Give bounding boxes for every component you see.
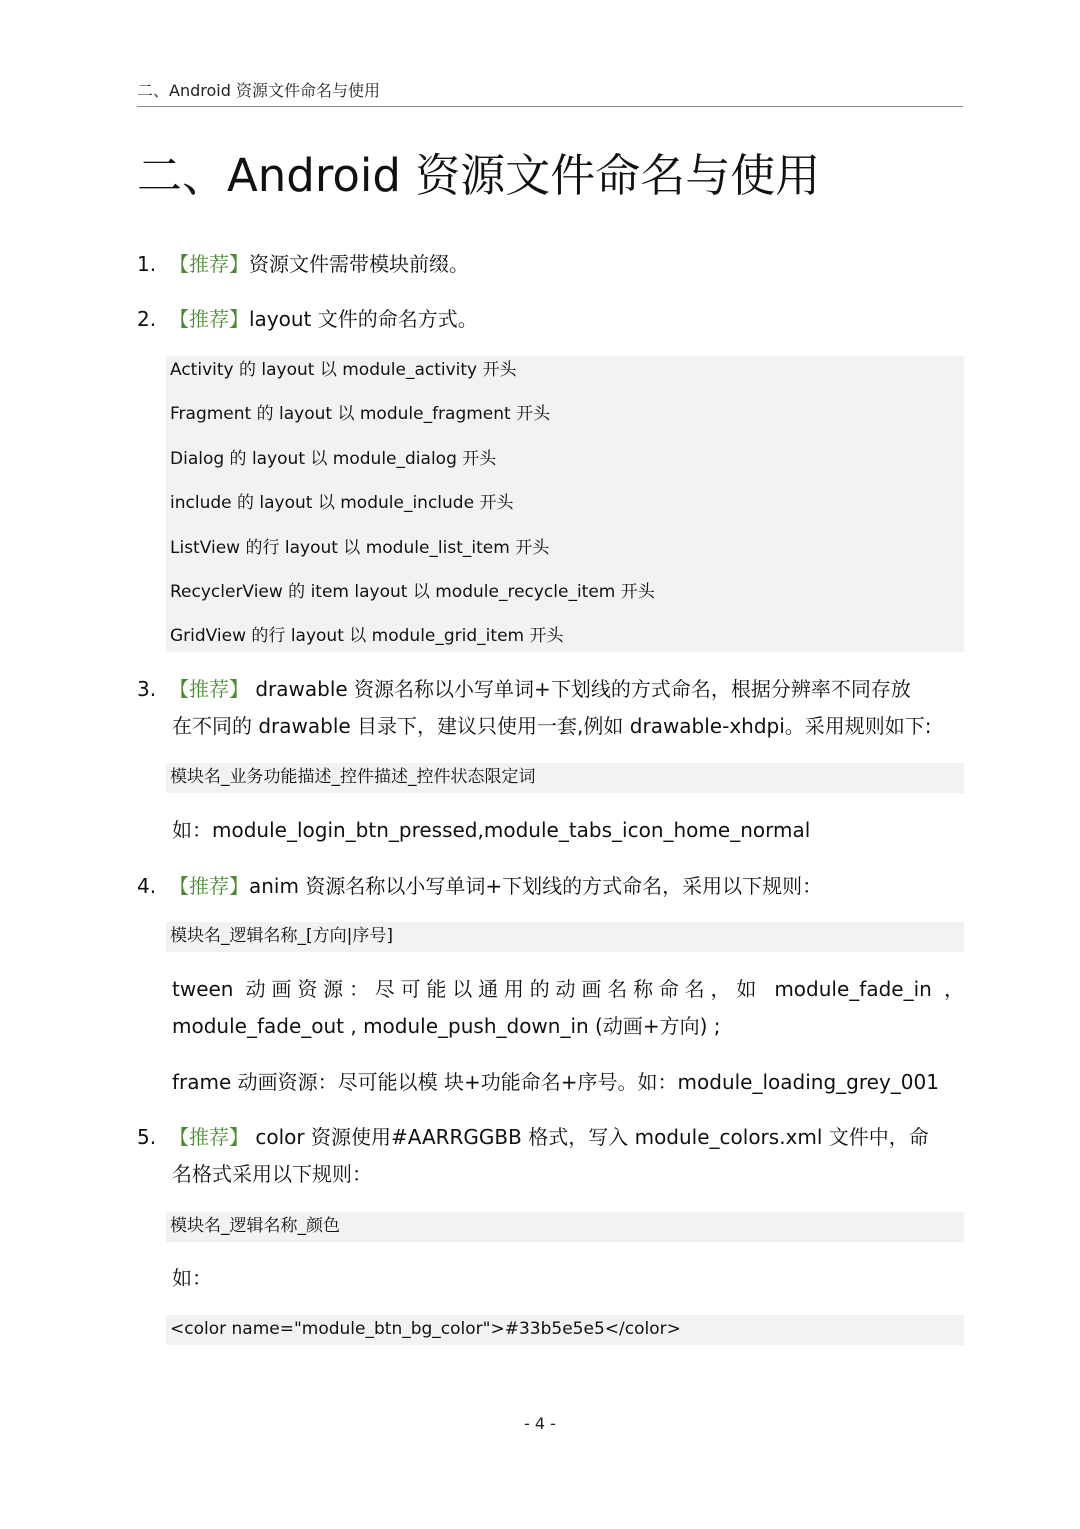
recommend-tag: 【推荐】 bbox=[169, 252, 249, 276]
layout-rule: ListView 的行 layout 以 module_list_item 开头 bbox=[170, 538, 550, 558]
anim-frame-line: frame 动画资源：尽可能以模 块+功能命名+序号。如：module_loading_grey_001 bbox=[172, 1070, 939, 1094]
item-number: 4. bbox=[137, 874, 157, 898]
page-header: 二、Android 资源文件命名与使用 bbox=[137, 80, 963, 107]
list-item bbox=[137, 671, 963, 708]
layout-rule: RecyclerView 的 item layout 以 module_recycle_item 开头 bbox=[170, 582, 655, 602]
item-text-continued: 名格式采用以下规则： bbox=[172, 1162, 372, 1186]
anim-rule-box bbox=[166, 922, 964, 952]
list-item bbox=[137, 246, 963, 283]
color-rule-box bbox=[166, 1212, 964, 1242]
item-number: 5. bbox=[137, 1125, 157, 1149]
drawable-example: 如：module_login_btn_pressed,module_tabs_icon_home_normal bbox=[172, 818, 811, 842]
item-text: anim 资源名称以小写单词+下划线的方式命名，采用以下规则： bbox=[249, 874, 823, 898]
list-item bbox=[137, 1119, 963, 1156]
item-text: 资源文件需带模块前缀。 bbox=[249, 252, 469, 276]
recommend-tag: 【推荐】 bbox=[169, 1125, 249, 1149]
item-text-continued: 在不同的 drawable 目录下，建议只使用一套,例如 drawable-xhdpi。采用规则如下: bbox=[172, 714, 932, 738]
layout-rules-box bbox=[166, 356, 964, 652]
anim-rule: 模块名_逻辑名称_[方向|序号] bbox=[170, 926, 393, 946]
drawable-rule-box bbox=[166, 763, 964, 793]
layout-rule: Dialog 的 layout 以 module_dialog 开头 bbox=[170, 449, 497, 469]
anim-tween-line: tween 动画资源：尽可能以通用的动画名称命名，如 module_fade_in ， bbox=[172, 977, 964, 1001]
item-text: layout 文件的命名方式。 bbox=[249, 307, 478, 331]
recommend-tag: 【推荐】 bbox=[169, 677, 249, 701]
item-text: color 资源使用#AARRGGBB 格式，写入 module_colors.xml 文件中，命 bbox=[249, 1125, 929, 1149]
anim-tween-line: module_fade_out , module_push_down_in (动画+方向) ; bbox=[172, 1014, 721, 1038]
item-number: 1. bbox=[137, 252, 157, 276]
layout-rule: GridView 的行 layout 以 module_grid_item 开头 bbox=[170, 626, 564, 646]
item-number: 2. bbox=[137, 307, 157, 331]
recommend-tag: 【推荐】 bbox=[169, 307, 249, 331]
list-item bbox=[137, 868, 963, 905]
color-example-label: 如： bbox=[172, 1266, 212, 1290]
color-code-box bbox=[166, 1315, 964, 1345]
item-number: 3. bbox=[137, 677, 157, 701]
item-text: drawable 资源名称以小写单词+下划线的方式命名，根据分辨率不同存放 bbox=[249, 677, 911, 701]
recommend-tag: 【推荐】 bbox=[169, 874, 249, 898]
layout-rule: Activity 的 layout 以 module_activity 开头 bbox=[170, 360, 517, 380]
color-rule: 模块名_逻辑名称_颜色 bbox=[170, 1216, 340, 1236]
page-number: - 4 - bbox=[524, 1414, 556, 1433]
layout-rule: include 的 layout 以 module_include 开头 bbox=[170, 493, 514, 513]
layout-rule: Fragment 的 layout 以 module_fragment 开头 bbox=[170, 404, 551, 424]
color-example-code: <color name="module_btn_bg_color">#33b5e5e5</color> bbox=[170, 1319, 681, 1339]
page-title: 二、Android 资源文件命名与使用 bbox=[137, 149, 821, 202]
list-item bbox=[137, 301, 963, 338]
drawable-rule: 模块名_业务功能描述_控件描述_控件状态限定词 bbox=[170, 767, 536, 787]
